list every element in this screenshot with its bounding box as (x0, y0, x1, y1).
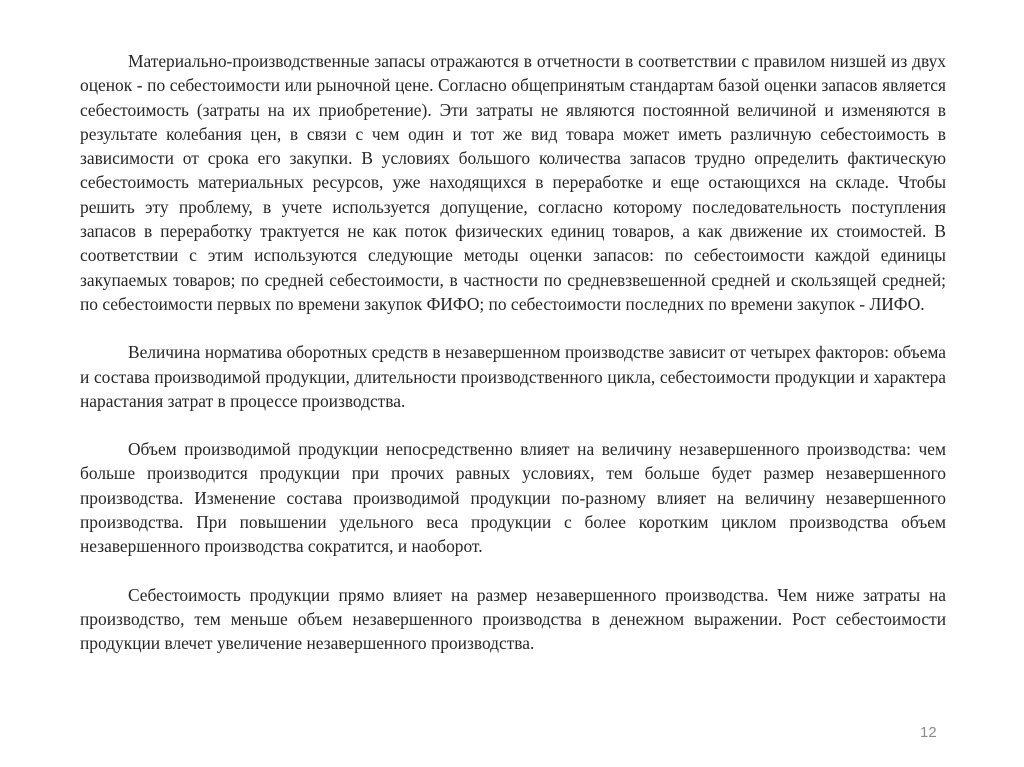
paragraph-working-capital-norm: Величина норматива оборотных средств в незавершенном производстве зависит от четырех факторов: объема и состава производимой продукции, длительности производственного цикла, себестоимости продукции и характера нарастания затрат в процессе производства. (80, 342, 946, 411)
paragraph-production-cost: Себестоимость продукции прямо влияет на размер незавершенного производства. Чем ниже затраты на производство, тем меньше объем незавершенного производства в денежном выражении. Рост себестоимости продукции влечет увеличение незавершенного производства. (80, 584, 946, 654)
page-number: 12 (920, 724, 937, 741)
document-page (80, 49, 946, 680)
paragraph-production-volume: Объем производимой продукции непосредственно влияет на величину незавершенного производства: чем больше производится продукции при прочих равных условиях, тем больше будет размер незавершенного производства. Изменение состава производимой продукции по-разному влияет на величину незавершенного производства. При повышении удельного веса продукции с более коротким циклом производства объем незавершенного производства сократится, и наоборот. (80, 439, 946, 557)
paragraph-inventory-valuation: Материально-производственные запасы отражаются в отчетности в соответствии с правилом низшей из двух оценок - по себестоимости или рыночной цене. Согласно общепринятым стандартам базой оценки запасов является себестоимость (затраты на их приобретение). Эти затраты не являются постоянной величиной и изменяются в результате колебания цен, в связи с чем один и тот же вид товара может иметь различную себестоимость в зависимости от срока его закупки. В условиях большого количества запасов трудно определить фактическую себестоимость материальных ресурсов, уже находящихся в переработке и еще остающихся на складе. Чтобы решить эту проблему, в учете используется допущение, согласно которому последовательность поступления запасов в переработку трактуется не как поток физических единиц товаров, а как движение их стоимостей. В соответствии с этим используются следующие методы оценки запасов: по себестоимости каждой единицы закупаемых товаров; по средней себестоимости, в частности по средневзвешенной средней и скользящей средней; по себестоимости первых по времени закупок ФИФО; по себестоимости последних по времени закупок - ЛИФО. (80, 51, 946, 314)
